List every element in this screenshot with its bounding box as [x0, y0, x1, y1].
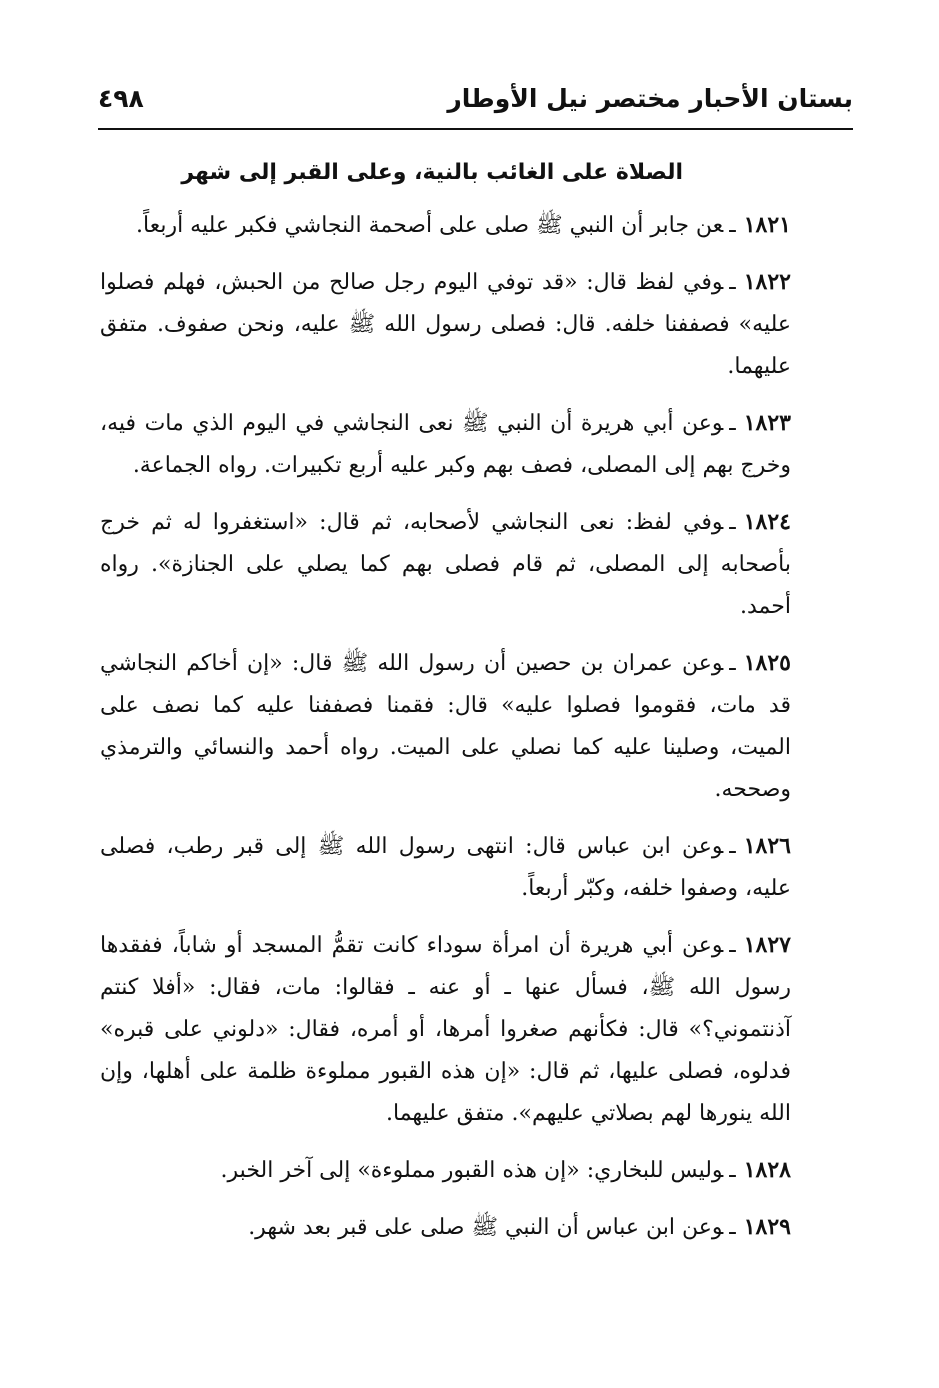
section-title: الصلاة على الغائب بالنية، وعلى القبر إلى شهر	[181, 160, 683, 185]
hadith-dash: ـ	[729, 1215, 736, 1240]
hadith-number: ١٨٢٢	[743, 269, 791, 295]
hadith-1826	[100, 825, 851, 910]
hadith-1825	[100, 642, 851, 811]
hadith-1828	[100, 1149, 851, 1192]
hadith-1821	[100, 204, 851, 247]
hadith-1822	[100, 261, 851, 388]
hadith-number: ١٨٢٦	[743, 833, 791, 859]
hadith-number: ١٨٢١	[743, 212, 791, 238]
hadith-text: وعن أبي هريرة أن امرأة سوداء كانت تقمُّ المسجد أو شاباً، ففقدها رسول الله ﷺ، فسأل عنها ـ أو عنه ـ فقالوا: مات، فقال: «أفلا كنتم آذنتموني؟» قال: فكأنهم صغروا أمرها، أو أمره، فقال: «دلوني على قبره» فدلوه، فصلى عليها، ثم قال: «إن هذه القبور مملوءة ظلمة على أهلها، وإن الله ينورها لهم بصلاتي عليهم». متفق عليهما.	[100, 933, 791, 1126]
hadith-dash: ـ	[729, 270, 736, 295]
hadith-1827	[100, 924, 851, 1135]
hadith-number: ١٨٢٧	[743, 932, 791, 958]
hadith-number: ١٨٢٣	[743, 410, 791, 436]
hadith-number: ١٨٢٤	[743, 509, 791, 535]
page-header	[98, 78, 853, 130]
hadith-text: وليس للبخاري: «إن هذه القبور مملوءة» إلى آخر الخبر.	[220, 1158, 724, 1183]
hadith-number: ١٨٢٩	[743, 1214, 791, 1240]
hadith-text: وعن ابن عباس أن النبي ﷺ صلى على قبر بعد شهر.	[248, 1215, 724, 1240]
hadith-dash: ـ	[729, 834, 736, 859]
hadith-1824	[100, 501, 851, 628]
hadith-1823	[100, 402, 851, 487]
hadith-text: وعن ابن عباس قال: انتهى رسول الله ﷺ إلى قبر رطب، فصلى عليه، وصفوا خلفه، وكبّر أربعاً.	[100, 834, 791, 901]
hadith-dash: ـ	[729, 1158, 736, 1183]
hadith-dash: ـ	[729, 933, 736, 958]
hadith-text: وفي لفظ: نعى النجاشي لأصحابه، ثم قال: «استغفروا له ثم خرج بأصحابه إلى المصلى، ثم قام فصلى بهم كما يصلي على الجنازة». رواه أحمد.	[100, 510, 791, 619]
hadith-number: ١٨٢٨	[743, 1157, 791, 1183]
hadith-number: ١٨٢٥	[743, 650, 791, 676]
hadith-dash: ـ	[729, 510, 736, 535]
hadith-list	[100, 204, 851, 1263]
hadith-text: عن جابر أن النبي ﷺ صلى على أصحمة النجاشي فكبر عليه أربعاً.	[136, 213, 724, 238]
hadith-dash: ـ	[729, 411, 736, 436]
hadith-1829	[100, 1206, 851, 1249]
hadith-text: وعن أبي هريرة أن النبي ﷺ نعى النجاشي في اليوم الذي مات فيه، وخرج بهم إلى المصلى، فصف بهم وكبر عليه أربع تكبيرات. رواه الجماعة.	[100, 411, 791, 478]
hadith-text: وفي لفظ قال: «قد توفي اليوم رجل صالح من الحبش، فهلم فصلوا عليه» فصففنا خلفه. قال: فصلى رسول الله ﷺ عليه، ونحن صفوف. متفق عليهما.	[100, 270, 791, 379]
hadith-dash: ـ	[729, 213, 736, 238]
book-title: بستان الأحبار مختصر نيل الأوطار	[447, 84, 853, 113]
hadith-text: وعن عمران بن حصين أن رسول الله ﷺ قال: «إن أخاكم النجاشي قد مات، فقوموا فصلوا عليه» قال: فقمنا فصففنا عليه كما نصف على الميت، وصلينا عليه كما نصلي على الميت. رواه أحمد والنسائي والترمذي وصححه.	[100, 651, 791, 802]
page-number: ٤٩٨	[98, 84, 144, 113]
hadith-dash: ـ	[729, 651, 736, 676]
